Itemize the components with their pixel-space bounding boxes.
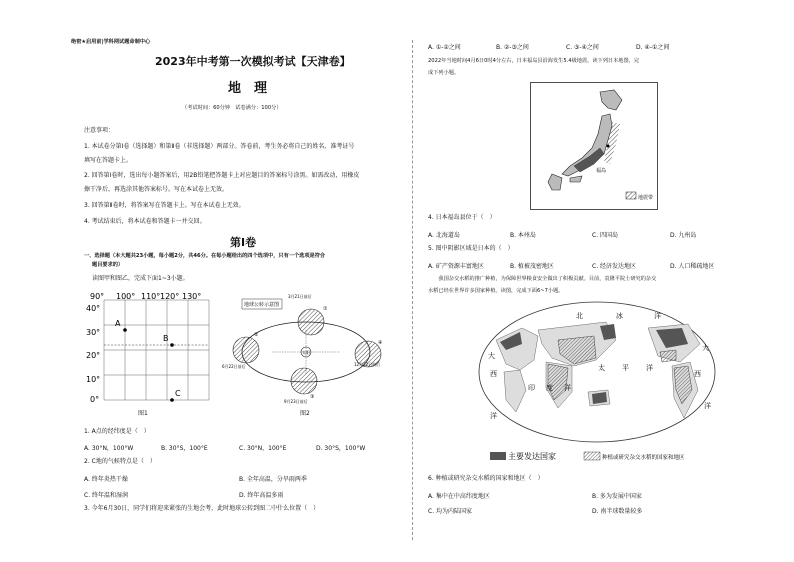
orbit-box-label: 地球公转示意图 bbox=[244, 302, 280, 308]
option-d[interactable]: D. 人口稀疏地区 bbox=[670, 263, 715, 270]
option-a[interactable]: A. 北海道岛 bbox=[428, 232, 460, 239]
option-d[interactable]: D. 九州岛 bbox=[670, 232, 697, 239]
option-c[interactable]: C. ③-④之间 bbox=[566, 44, 599, 51]
option-b[interactable]: B. 本州岛 bbox=[510, 232, 536, 239]
option-c[interactable]: C. 终年温和湿润 bbox=[84, 492, 129, 499]
earth-icon bbox=[298, 309, 324, 335]
question-stem: 2. C地的气候特点是（ ） bbox=[84, 458, 156, 465]
earth-icon bbox=[233, 337, 259, 363]
point-b-marker bbox=[170, 343, 174, 347]
notes-heading: 注意事项： bbox=[84, 127, 115, 134]
option-b[interactable]: B. 植被茂密地区 bbox=[510, 263, 554, 270]
option-b[interactable]: B. 多为发展中国家 bbox=[592, 493, 642, 500]
ocean-label: 大 bbox=[488, 352, 495, 360]
option-a[interactable]: A. 30°N，100°W bbox=[84, 445, 134, 452]
japan-intro: 成下列小题。 bbox=[428, 70, 460, 76]
legend-label-developed: 主要发达国家 bbox=[508, 452, 556, 461]
figure-1-grid bbox=[84, 288, 214, 420]
point-c-label: C bbox=[175, 389, 181, 398]
fukushima-label: 福岛 bbox=[596, 168, 607, 174]
option-d[interactable]: D. 南半球数量较多 bbox=[592, 508, 643, 515]
instruction-line: 一、选择题（本大题共23小题，每小题2分，共46分。在每小题给出的四个选项中，只有一个选项是符合 bbox=[84, 253, 326, 259]
question-stem: 4. 日本福岛县位于（ ） bbox=[428, 214, 496, 221]
question-stem: 5. 图中阴影区域是日本的（ ） bbox=[428, 245, 514, 252]
option-a[interactable]: A. ①-②之间 bbox=[428, 44, 461, 51]
option-c[interactable]: C. 四国岛 bbox=[592, 232, 619, 239]
legend-swatch-rice bbox=[584, 452, 600, 460]
ocean-label: 洋 bbox=[646, 364, 653, 372]
world-intro: 我国杂交水稻的推广种植，为保障世界粮食安全做出了积极贡献。目前，袁隆平院士研究的杂交 bbox=[428, 276, 657, 282]
confidential-label: 绝密★启用前|学科网试题命制中心 bbox=[71, 39, 151, 45]
ocean-label: 洋 bbox=[564, 384, 571, 392]
note-line: 4. 考试结束后，将本试卷和答题卡一并交回。 bbox=[84, 218, 206, 225]
world-intro: 水稻已经在世界许多国家种植。读图，完成下面6~7小题。 bbox=[428, 288, 564, 294]
question-stem: 3. 今年6月30日，同学们将迎来紧张的生地会考，此时地球公转到图二中什么位置（ ） bbox=[84, 505, 320, 512]
option-d[interactable]: D. 30°S，100°W bbox=[316, 445, 366, 452]
ocean-label: 洋 bbox=[704, 402, 711, 410]
lon-label: 130° bbox=[182, 292, 202, 301]
exam-info: （考试时间：60分钟 试卷满分：100分） bbox=[182, 105, 282, 111]
position-label: ① bbox=[323, 306, 328, 312]
option-d[interactable]: D. 终年高温多雨 bbox=[239, 492, 284, 499]
lat-label: 0° bbox=[90, 395, 100, 404]
legend-label: 地震带 bbox=[638, 195, 654, 201]
column-divider bbox=[412, 40, 413, 540]
exam-title: 2023年中考第一次模拟考试【天津卷】 bbox=[155, 55, 351, 68]
position-label: ③ bbox=[310, 394, 315, 400]
lat-label: 30° bbox=[86, 328, 101, 337]
japan-intro: 2022年当地时间4月6日0时4分左右，日本福岛县沿海发生5.4级地震。读下列日本地图，完 bbox=[428, 58, 640, 64]
option-a[interactable]: A. 矿产资源丰富地区 bbox=[428, 263, 484, 270]
note-line: 擦干净后，再选涂其他答案标号。写在本试卷上无效。 bbox=[84, 186, 229, 193]
note-line: 填写在答题卡上。 bbox=[84, 157, 133, 164]
figure-2-orbit bbox=[222, 292, 392, 414]
lat-label: 40° bbox=[86, 304, 101, 313]
lon-label: 100° bbox=[116, 292, 136, 301]
point-a-label: A bbox=[115, 319, 121, 328]
point-c-marker bbox=[170, 398, 174, 402]
section-title: 第Ⅰ卷 bbox=[230, 236, 257, 249]
point-a-marker bbox=[123, 328, 127, 332]
legend-label-rice: 种植或研究杂交水稻的国家和地区 bbox=[602, 455, 685, 461]
subject-title: 地 理 bbox=[228, 81, 268, 96]
figure-1-caption: 图1 bbox=[138, 410, 148, 417]
note-line: 2. 回答第Ⅰ卷时，选出每小题答案后，用2B铅笔把答题卡上对应题目的答案标号涂黑。如需改动，用橡皮 bbox=[84, 172, 360, 179]
ocean-label: 北 bbox=[576, 312, 583, 320]
world-map bbox=[476, 300, 718, 466]
note-line: 3. 回答第Ⅱ卷时，将答案写在答题卡上。写在本试卷上无效。 bbox=[84, 202, 245, 209]
position-label: ④ bbox=[378, 340, 383, 346]
date-label: 9月23日前后 bbox=[284, 399, 308, 404]
option-d[interactable]: D. ④-①之间 bbox=[636, 44, 670, 51]
lon-label: 120° bbox=[160, 292, 180, 301]
ocean-label: 平 bbox=[622, 364, 629, 372]
point-b-label: B bbox=[163, 334, 169, 343]
ocean-label: 西 bbox=[490, 370, 497, 378]
note-line: 1. 本试卷分第Ⅰ卷（选择题）和第Ⅱ卷（非选择题）两部分。答卷前，考生务必将自己的姓名、准考证号 bbox=[84, 143, 355, 150]
option-c[interactable]: C. 30°N，100°E bbox=[239, 445, 287, 452]
lat-label: 10° bbox=[86, 375, 101, 384]
option-b[interactable]: B. 全年高温，分旱雨两季 bbox=[239, 476, 307, 483]
ocean-label: 洋 bbox=[490, 412, 497, 420]
date-label: 12月22日前后 bbox=[354, 362, 381, 367]
instruction-line: 题目要求的） bbox=[92, 262, 124, 268]
rice-region bbox=[660, 350, 676, 362]
ocean-label: 冰 bbox=[616, 312, 623, 320]
option-b[interactable]: B. ②-③之间 bbox=[496, 44, 529, 51]
option-c[interactable]: C. 经济发达地区 bbox=[592, 263, 637, 270]
option-a[interactable]: A. 终年炎热干燥 bbox=[84, 476, 128, 483]
legend-swatch bbox=[626, 192, 636, 199]
option-a[interactable]: A. 集中在中高纬度地区 bbox=[428, 493, 490, 500]
ocean-label: 大 bbox=[702, 344, 709, 352]
legend-swatch-developed bbox=[490, 452, 506, 460]
japan-map bbox=[530, 82, 658, 210]
lon-label: 90° bbox=[90, 292, 105, 301]
option-b[interactable]: B. 30°S，100°E bbox=[161, 445, 208, 452]
date-label: 6月22日前后 bbox=[222, 364, 246, 369]
position-label: ② bbox=[254, 332, 259, 338]
ocean-label: 印 bbox=[528, 384, 535, 392]
sun-label: 太阳 bbox=[302, 350, 310, 355]
ocean-label: 度 bbox=[546, 384, 553, 392]
ocean-label: 太 bbox=[598, 364, 605, 372]
question-stem: 6. 种植或研究杂交水稻的国家和地区（ ） bbox=[428, 475, 544, 482]
date-label: 3月21日前后 bbox=[288, 294, 312, 299]
question-stem: 1. A点的经纬度是（ ） bbox=[84, 428, 150, 435]
fukushima-marker bbox=[607, 145, 610, 148]
ocean-label: 洋 bbox=[654, 312, 661, 320]
ocean-label: 西 bbox=[694, 370, 701, 378]
option-c[interactable]: C. 均为内陆国家 bbox=[428, 508, 473, 515]
lon-label: 110° bbox=[141, 292, 161, 301]
lat-label: 20° bbox=[86, 351, 101, 360]
earth-icon bbox=[291, 368, 317, 394]
developed-region bbox=[592, 392, 607, 404]
figure-2-caption: 图2 bbox=[300, 410, 310, 417]
figure-intro: 读图甲和图乙，完成下面1~3小题。 bbox=[92, 275, 189, 282]
